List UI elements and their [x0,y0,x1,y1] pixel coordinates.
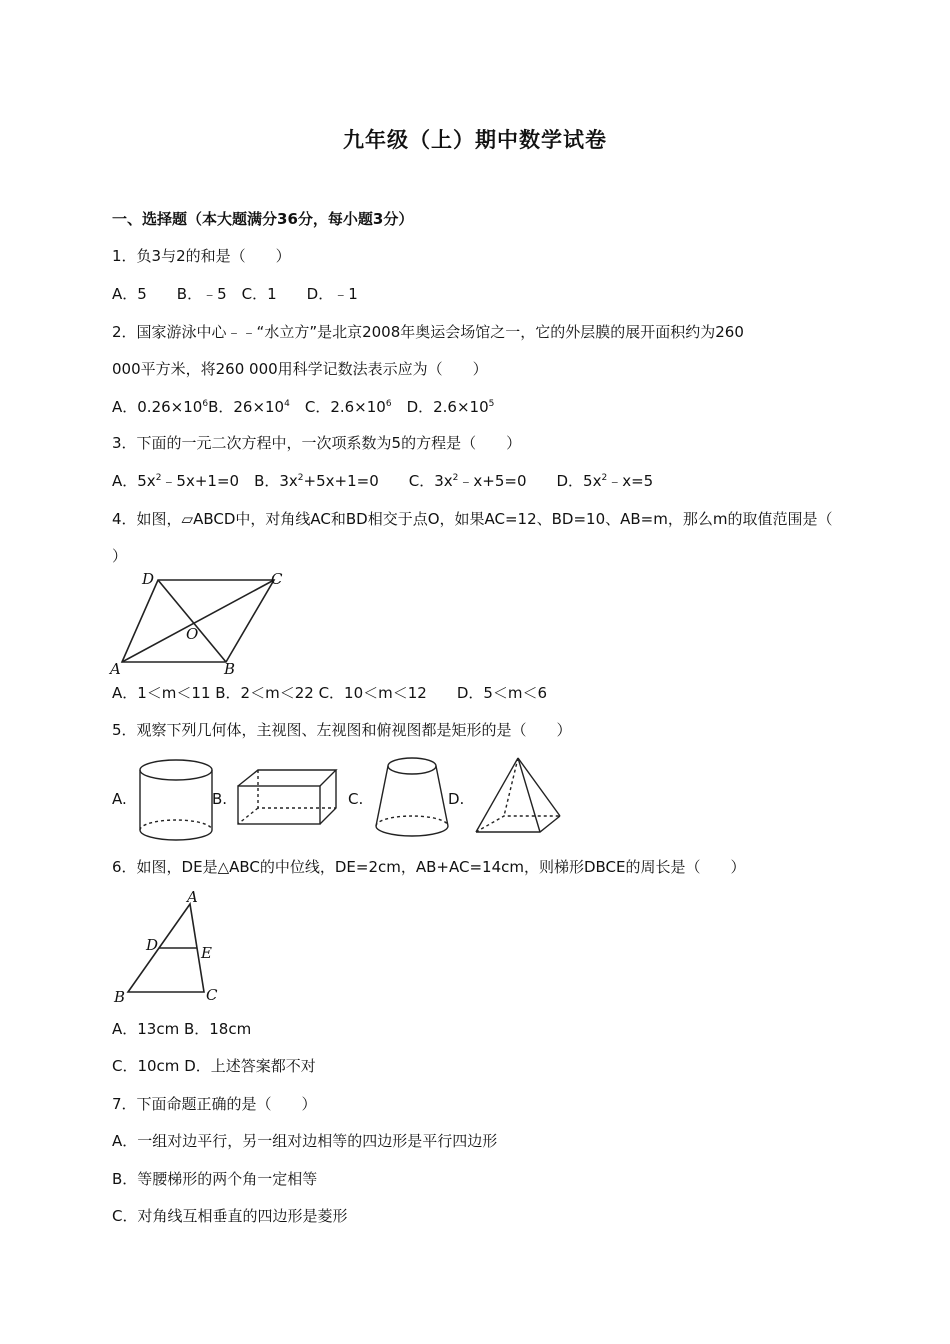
question-2-stem-line1: 2．国家游泳中心﹣﹣“水立方”是北京2008年奥运会场馆之一，它的外层膜的展开面积约为260 [112,323,744,341]
center-label-o: O [186,625,199,643]
option-c: C．2.6×10 [289,398,386,416]
question-3-options [112,471,653,491]
diagonal-bd [158,580,226,662]
question-1-stem: 1．负3与2的和是（ ） [112,247,291,265]
vertex-label-b: B [224,660,236,678]
option-b: B．26×10 [208,398,285,416]
vertex-label-a: A [187,888,198,906]
option-b-label: B. [212,790,228,808]
exponent: 2 [297,473,304,483]
cuboid-icon [234,766,340,830]
point-label-d: D [146,936,159,954]
question-2-options [112,397,494,417]
exponent: 5 [488,399,495,409]
question-1-options: A．5 B．﹣5 C．1 D．﹣1 [112,285,358,303]
option-a-label: A. [112,790,127,808]
option-c: C．3x [378,472,453,490]
option-d-label: D. [448,790,465,808]
question-4-stem-line2: ） [112,547,128,565]
page-title: 九年级（上）期中数学试卷 [343,128,607,152]
exponent: 2 [601,473,608,483]
vertex-label-c: C [271,570,283,588]
question-7-option-a: A．一组对边平行，另一组对边相等的四边形是平行四边形 [112,1132,498,1150]
question-7-stem: 7．下面命题正确的是（ ） [112,1095,317,1113]
point-label-e: E [201,944,212,962]
question-5-figures [112,752,582,848]
cylinder-icon [136,756,216,846]
question-5-stem: 5．观察下列几何体，主视图、左视图和俯视图都是矩形的是（ ） [112,721,572,739]
option-c-rest: ﹣x+5=0 [458,472,527,490]
vertex-label-a: A [110,660,121,678]
exponent: 4 [284,399,290,409]
option-a: A．5x [112,472,156,490]
option-c-label: C. [348,790,364,808]
exponent: 6 [385,399,392,409]
question-4-options: A．1＜m＜11 B．2＜m＜22 C．10＜m＜12 D．5＜m＜6 [112,684,548,702]
question-6-options-line1: A．13cm B．18cm [112,1020,252,1038]
question-3-stem: 3．下面的一元二次方程中，一次项系数为5的方程是（ ） [112,434,522,452]
question-2-stem-line2: 000平方米，将260 000用科学记数法表示应为（ ） [112,360,488,378]
vertex-label-d: D [142,570,155,588]
parallelogram-figure [108,566,298,678]
exponent: 2 [155,473,162,483]
option-d: D．5x [526,472,602,490]
question-6-stem: 6．如图，DE是△ABC的中位线，DE=2cm，AB+AC=14cm，则梯形DBCE的周长是（ ） [112,858,746,876]
option-b-rest: +5x+1=0 [303,472,379,490]
vertex-label-b: B [114,988,126,1006]
option-a-rest: ﹣5x+1=0 [161,472,240,490]
triangle-figure [108,888,228,1006]
option-b: B．3x [239,472,298,490]
option-d: D．2.6×10 [391,398,489,416]
exponent: 2 [452,473,459,483]
exponent: 6 [202,399,209,409]
section-heading: 一、选择题（本大题满分36分，每小题3分） [112,210,414,228]
diagonal-ac [122,580,274,662]
frustum-icon [370,754,454,844]
question-7-option-b: B．等腰梯形的两个角一定相等 [112,1170,318,1188]
vertex-label-c: C [206,986,218,1004]
question-4-stem-line1: 4．如图，▱ABCD中，对角线AC和BD相交于点O，如果AC=12、BD=10、AB=m，那么m的取值范围是（ [112,510,833,528]
option-d-rest: ﹣x=5 [607,472,654,490]
question-6-options-line2: C．10cm D．上述答案都不对 [112,1057,316,1075]
question-7-option-c: C．对角线互相垂直的四边形是菱形 [112,1207,348,1225]
option-a: A．0.26×10 [112,398,203,416]
pyramid-icon [470,754,566,840]
